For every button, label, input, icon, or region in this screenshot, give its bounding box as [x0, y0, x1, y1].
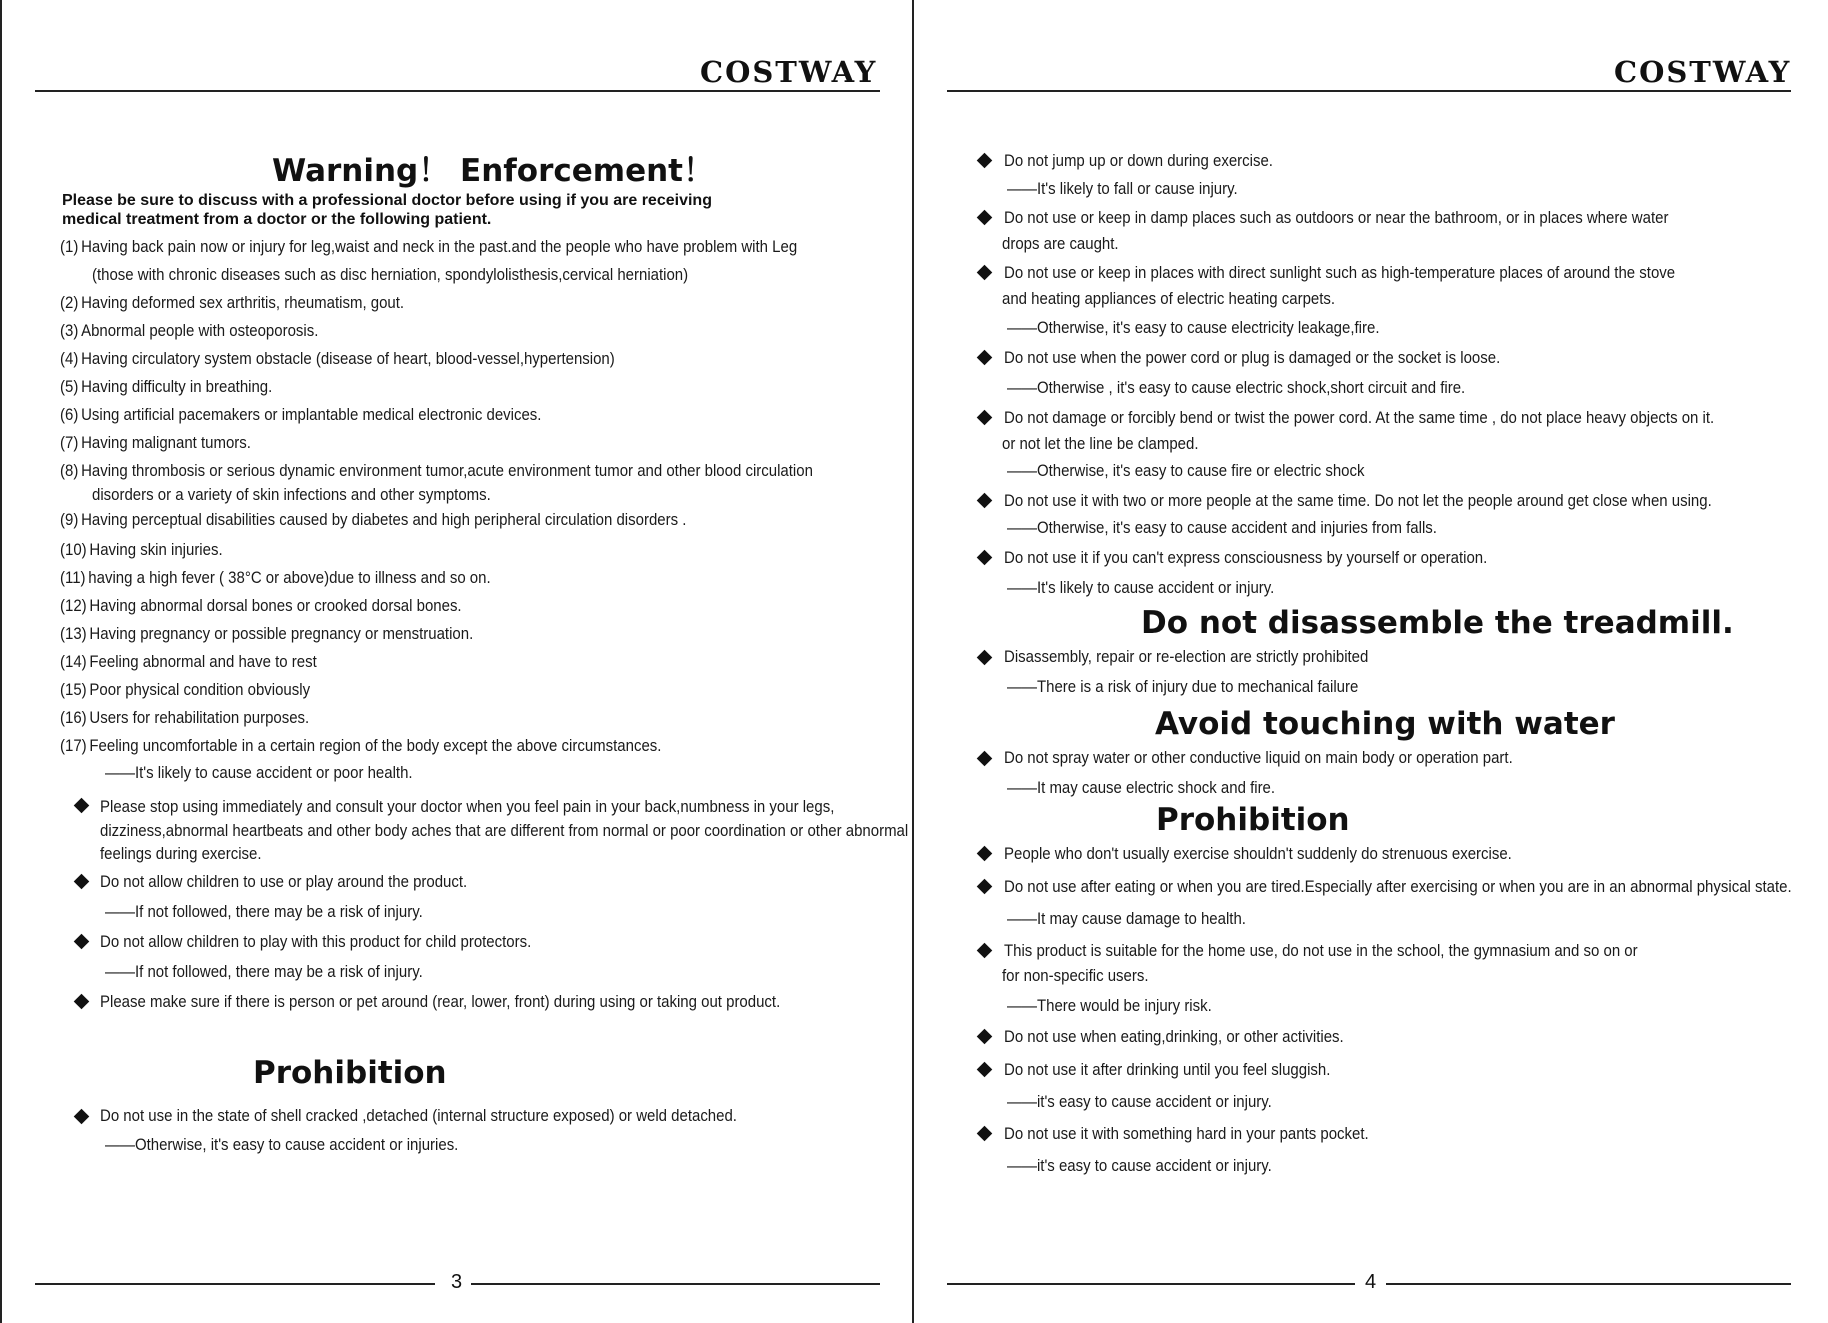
right-page [914, 0, 1828, 1323]
condition-text: Having back pain now or injury for leg,waist and neck in the past.and the people who have problem with Leg [81, 238, 798, 256]
condition-text: Poor physical condition obviously [89, 681, 311, 699]
condition-text: Having difficulty in breathing. [81, 378, 273, 396]
condition-number: (10) [60, 541, 87, 559]
condition-text: disorders or a variety of skin infections and other symptoms. [92, 486, 491, 504]
intro-line-2: medical treatment from a doctor or the following patient. [62, 211, 492, 228]
warning-bullet: Do not use it after drinking until you feel sluggish. [1004, 1061, 1331, 1079]
warning-bullet: Do not use when eating,drinking, or other activities. [1004, 1028, 1344, 1046]
bullet-diamond-icon [977, 879, 993, 895]
condition-item [60, 652, 317, 672]
condition-text: Having perceptual disabilities caused by diabetes and high peripheral circulation disorders . [81, 511, 687, 529]
disassemble-warning: Disassembly, repair or re-election are strictly prohibited [1004, 648, 1369, 666]
condition-item [60, 237, 797, 257]
condition-number: (15) [60, 681, 87, 699]
bullet-diamond-icon [977, 846, 993, 862]
warning-note: ——it's easy to cause accident or injury. [1007, 1157, 1272, 1175]
condition-item [60, 461, 813, 481]
warning-note: ——Otherwise , it's easy to cause electric shock,short circuit and fire. [1007, 379, 1466, 397]
warning-bullet: Do not jump up or down during exercise. [1004, 152, 1273, 170]
brand-logo: COSTWAY [700, 55, 878, 89]
page-number: 4 [1365, 1271, 1377, 1293]
condition-number: (12) [60, 597, 87, 615]
condition-text: Having thrombosis or serious dynamic environment tumor,acute environment tumor and other blood circulation [81, 462, 813, 480]
bullet-diamond-icon [977, 493, 993, 509]
bullet-diamond-icon [74, 1109, 90, 1125]
condition-number: (13) [60, 625, 87, 643]
condition-text: (those with chronic diseases such as disc herniation, spondylolisthesis,cervical herniation) [92, 266, 689, 284]
condition-item [60, 568, 491, 588]
disassemble-note: ——There is a risk of injury due to mechanical failure [1007, 678, 1359, 696]
condition-text: Having deformed sex arthritis, rheumatism, gout. [81, 294, 405, 312]
condition-text: Users for rehabilitation purposes. [89, 709, 310, 727]
condition-item [60, 736, 661, 756]
children-use-warning: Do not allow children to use or play around the product. [100, 873, 468, 891]
bullet-diamond-icon [74, 874, 90, 890]
shell-warning: Do not use in the state of shell cracked ,detached (internal structure exposed) or weld detached. [100, 1107, 737, 1125]
warning-bullet: This product is suitable for the home use, do not use in the school, the gymnasium and so on or [1004, 942, 1638, 960]
children-use-note: ——If not followed, there may be a risk of injury. [105, 903, 423, 921]
condition-text: Feeling uncomfortable in a certain region of the body except the above circumstances. [89, 737, 662, 755]
condition-text: Having malignant tumors. [81, 434, 251, 452]
bullet-diamond-icon [977, 1029, 993, 1045]
warning-note: ——Otherwise, it's easy to cause electricity leakage,fire. [1007, 319, 1380, 337]
bullet-diamond-icon [977, 1062, 993, 1078]
warning-continuation: or not let the line be clamped. [1002, 435, 1199, 453]
header-rule [35, 90, 880, 92]
bullet-diamond-icon [74, 798, 90, 814]
warning-bullet: Do not use or keep in damp places such as outdoors or near the bathroom, or in places where water [1004, 209, 1669, 227]
condition-item [60, 293, 404, 313]
warning-note: ——Otherwise, it's easy to cause fire or electric shock [1007, 462, 1365, 480]
condition-item [60, 349, 615, 369]
condition-text: Having skin injuries. [89, 541, 223, 559]
bullet-diamond-icon [977, 751, 993, 767]
page-number: 3 [451, 1271, 463, 1293]
condition-number: (6) [60, 406, 79, 424]
condition-text: Feeling abnormal and have to rest [89, 653, 317, 671]
warning-continuation: for non-specific users. [1002, 967, 1149, 985]
warning-continuation: drops are caught. [1002, 235, 1119, 253]
condition-number: (17) [60, 737, 87, 755]
water-note: ——It may cause electric shock and fire. [1007, 779, 1276, 797]
footer-rule-left [35, 1283, 435, 1285]
water-warning: Do not spray water or other conductive liquid on main body or operation part. [1004, 749, 1513, 767]
bullet-diamond-icon [977, 350, 993, 366]
condition-item [60, 540, 223, 560]
warning-bullet: Do not damage or forcibly bend or twist the power cord. At the same time , do not place heavy objects on it. [1004, 409, 1715, 427]
condition-number: (2) [60, 294, 79, 312]
brand-logo: COSTWAY [1614, 55, 1792, 89]
prohibition-title: Prohibition [1156, 802, 1350, 838]
shell-note: ——Otherwise, it's easy to cause accident or injuries. [105, 1136, 459, 1154]
condition-text: Using artificial pacemakers or implantable medical electronic devices. [81, 406, 542, 424]
bullet-diamond-icon [977, 210, 993, 226]
footer-rule-right [1386, 1283, 1791, 1285]
conditions-note: ——It's likely to cause accident or poor health. [105, 764, 413, 782]
condition-item [60, 321, 318, 341]
condition-number: (1) [60, 238, 79, 256]
warning-bullet: Do not use it with something hard in your pants pocket. [1004, 1125, 1369, 1143]
left-page [0, 0, 912, 1323]
warning-continuation: and heating appliances of electric heating carpets. [1002, 290, 1336, 308]
footer-rule-right [471, 1283, 880, 1285]
condition-number: (8) [60, 462, 79, 480]
header-rule [947, 90, 1791, 92]
condition-text: Having circulatory system obstacle (disease of heart, blood-vessel,hypertension) [81, 350, 615, 368]
condition-item [92, 485, 491, 505]
bullet-diamond-icon [977, 1126, 993, 1142]
bullet-diamond-icon [977, 410, 993, 426]
bullet-diamond-icon [74, 934, 90, 950]
condition-item [60, 708, 309, 728]
footer-rule-left [947, 1283, 1355, 1285]
condition-number: (16) [60, 709, 87, 727]
warning-bullet: Do not use or keep in places with direct sunlight such as high-temperature places of around the stove [1004, 264, 1676, 282]
warning-note: ——It's likely to cause accident or injury. [1007, 579, 1275, 597]
condition-number: (11) [60, 569, 86, 587]
warning-note: ——Otherwise, it's easy to cause accident and injuries from falls. [1007, 519, 1437, 537]
condition-text: Having abnormal dorsal bones or crooked dorsal bones. [89, 597, 462, 615]
warning-bullet: Do not use after eating or when you are tired.Especially after exercising or when you are in an abnormal physical state. [1004, 878, 1792, 896]
bullet-diamond-icon [977, 153, 993, 169]
bullet-diamond-icon [74, 994, 90, 1010]
bullet-diamond-icon [977, 650, 993, 666]
prohibition-title: Prohibition [253, 1055, 447, 1091]
condition-number: (3) [60, 322, 79, 340]
bullet-diamond-icon [977, 550, 993, 566]
bullet-diamond-icon [977, 265, 993, 281]
condition-item [60, 405, 541, 425]
condition-number: (7) [60, 434, 79, 452]
condition-number: (5) [60, 378, 79, 396]
condition-item [60, 624, 473, 644]
condition-number: (9) [60, 511, 79, 529]
condition-item [60, 433, 251, 453]
warning-bullet: Do not use it if you can't express consciousness by yourself or operation. [1004, 549, 1488, 567]
condition-item [60, 510, 686, 530]
condition-text: Having pregnancy or possible pregnancy or menstruation. [89, 625, 474, 643]
condition-item [60, 377, 272, 397]
condition-text: having a high fever ( 38°C or above)due to illness and so on. [88, 569, 491, 587]
condition-text: Abnormal people with osteoporosis. [81, 322, 319, 340]
warning-title: Warning！ Enforcement！ [272, 153, 714, 189]
condition-item [60, 596, 462, 616]
water-title: Avoid touching with water [1155, 706, 1615, 742]
warning-note: ——It may cause damage to health. [1007, 910, 1246, 928]
condition-item [92, 265, 688, 285]
warning-bullet: Do not use when the power cord or plug is damaged or the socket is loose. [1004, 349, 1501, 367]
condition-number: (14) [60, 653, 87, 671]
stop-using-warning: Please stop using immediately and consult your doctor when you feel pain in your back,numbness in your legs, dizziness,abnormal heartbeats and other body aches that are different from normal or poor coordination or other abnormal feelings during exercise. [100, 798, 909, 863]
warning-bullet: Do not use it with two or more people at the same time. Do not let the people around get close when using. [1004, 492, 1712, 510]
intro-line-1: Please be sure to discuss with a professional doctor before using if you are receiving [62, 192, 712, 209]
disassemble-title: Do not disassemble the treadmill. [1141, 605, 1734, 641]
warning-bullet: People who don't usually exercise shouldn't suddenly do strenuous exercise. [1004, 845, 1512, 863]
bullet-diamond-icon [977, 943, 993, 959]
children-protect-warning: Do not allow children to play with this product for child protectors. [100, 933, 532, 951]
condition-number: (4) [60, 350, 79, 368]
children-protect-note: ——If not followed, there may be a risk of injury. [105, 963, 423, 981]
condition-item [60, 680, 310, 700]
warning-note: ——it's easy to cause accident or injury. [1007, 1093, 1272, 1111]
warning-note: ——It's likely to fall or cause injury. [1007, 180, 1238, 198]
warning-note: ——There would be injury risk. [1007, 997, 1212, 1015]
person-pet-warning: Please make sure if there is person or pet around (rear, lower, front) during using or taking out product. [100, 993, 781, 1011]
